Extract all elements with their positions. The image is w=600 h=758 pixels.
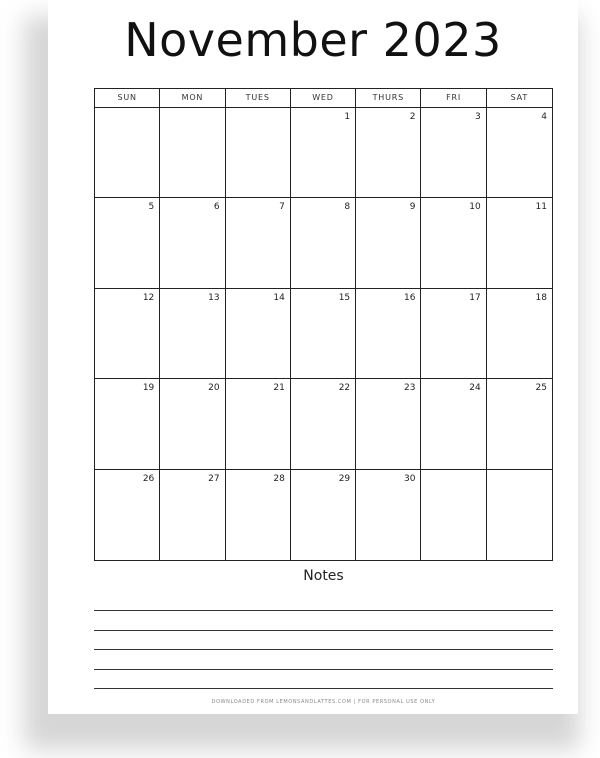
- note-line: [94, 669, 553, 670]
- weekday-header: SAT: [487, 89, 552, 108]
- day-cell: [291, 289, 356, 379]
- notes-heading: Notes: [303, 568, 344, 584]
- day-number: 8: [344, 202, 351, 213]
- day-cell: [291, 470, 356, 560]
- day-cell: [356, 108, 421, 198]
- weekday-header: SUN: [95, 89, 160, 108]
- footer-credit: DOWNLOADED FROM LEMONSANDLATTES.COM | FOR PERSONAL USE ONLY: [211, 699, 436, 705]
- day-cell: [226, 198, 291, 288]
- day-number: 7: [279, 202, 285, 213]
- day-cell: [487, 198, 552, 288]
- note-line: [94, 630, 553, 631]
- day-number: 12: [142, 292, 155, 303]
- day-cell: [487, 470, 552, 560]
- note-line: [94, 610, 553, 611]
- day-number: 1: [344, 112, 351, 122]
- day-number: 19: [142, 383, 155, 394]
- note-line: [94, 649, 553, 650]
- day-cell: [421, 470, 486, 560]
- day-number: 2: [409, 112, 416, 122]
- day-number: 5: [148, 202, 155, 213]
- day-cell: [226, 108, 291, 198]
- day-number: 9: [409, 202, 416, 213]
- day-cell: [160, 289, 225, 379]
- day-cell: [226, 470, 291, 560]
- day-cell: [421, 379, 486, 469]
- day-number: 25: [535, 383, 547, 394]
- day-number: 13: [208, 292, 220, 303]
- day-cell: [160, 198, 225, 288]
- day-cell: [356, 198, 421, 288]
- day-cell: [291, 198, 356, 288]
- day-number: 29: [338, 473, 351, 484]
- day-number: 26: [142, 473, 155, 484]
- day-cell: [487, 379, 552, 469]
- day-number: 30: [403, 473, 416, 484]
- calendar-page: [48, 0, 578, 714]
- day-number: 21: [273, 383, 285, 394]
- day-number: 10: [469, 202, 481, 213]
- day-cell: [356, 470, 421, 560]
- day-cell: [95, 108, 160, 198]
- day-number: 17: [469, 292, 481, 303]
- day-cell: [356, 379, 421, 469]
- day-cell: [356, 289, 421, 379]
- day-number: 27: [208, 473, 220, 484]
- day-number: 28: [273, 473, 285, 484]
- day-cell: [421, 289, 486, 379]
- day-number: 23: [403, 383, 416, 394]
- day-number: 15: [338, 292, 351, 303]
- day-cell: [95, 470, 160, 560]
- day-cell: [160, 470, 225, 560]
- calendar-grid: [94, 88, 553, 561]
- day-cell: [95, 379, 160, 469]
- day-cell: [421, 198, 486, 288]
- day-number: 20: [208, 383, 220, 394]
- day-number: 4: [541, 112, 547, 122]
- day-cell: [291, 108, 356, 198]
- day-number: 22: [338, 383, 351, 394]
- day-cell: [160, 379, 225, 469]
- day-number: 18: [535, 292, 547, 303]
- weekday-header: WED: [291, 89, 356, 108]
- day-number: 3: [474, 112, 481, 122]
- day-cell: [487, 289, 552, 379]
- page-title: November 2023: [124, 13, 502, 67]
- day-cell: [226, 289, 291, 379]
- day-number: 11: [535, 202, 547, 213]
- weekday-header: FRI: [421, 89, 486, 108]
- day-cell: [160, 108, 225, 198]
- day-cell: [291, 379, 356, 469]
- day-cell: [487, 108, 552, 198]
- day-number: 16: [403, 292, 416, 303]
- day-cell: [95, 289, 160, 379]
- day-cell: [226, 379, 291, 469]
- day-cell: [95, 198, 160, 288]
- day-number: 14: [273, 292, 285, 303]
- day-cell: [421, 108, 486, 198]
- weekday-header: MON: [160, 89, 225, 108]
- weekday-header: THURS: [356, 89, 421, 108]
- note-line: [94, 688, 553, 689]
- day-number: 24: [469, 383, 481, 394]
- day-number: 6: [213, 202, 220, 213]
- weekday-header: TUES: [226, 89, 291, 108]
